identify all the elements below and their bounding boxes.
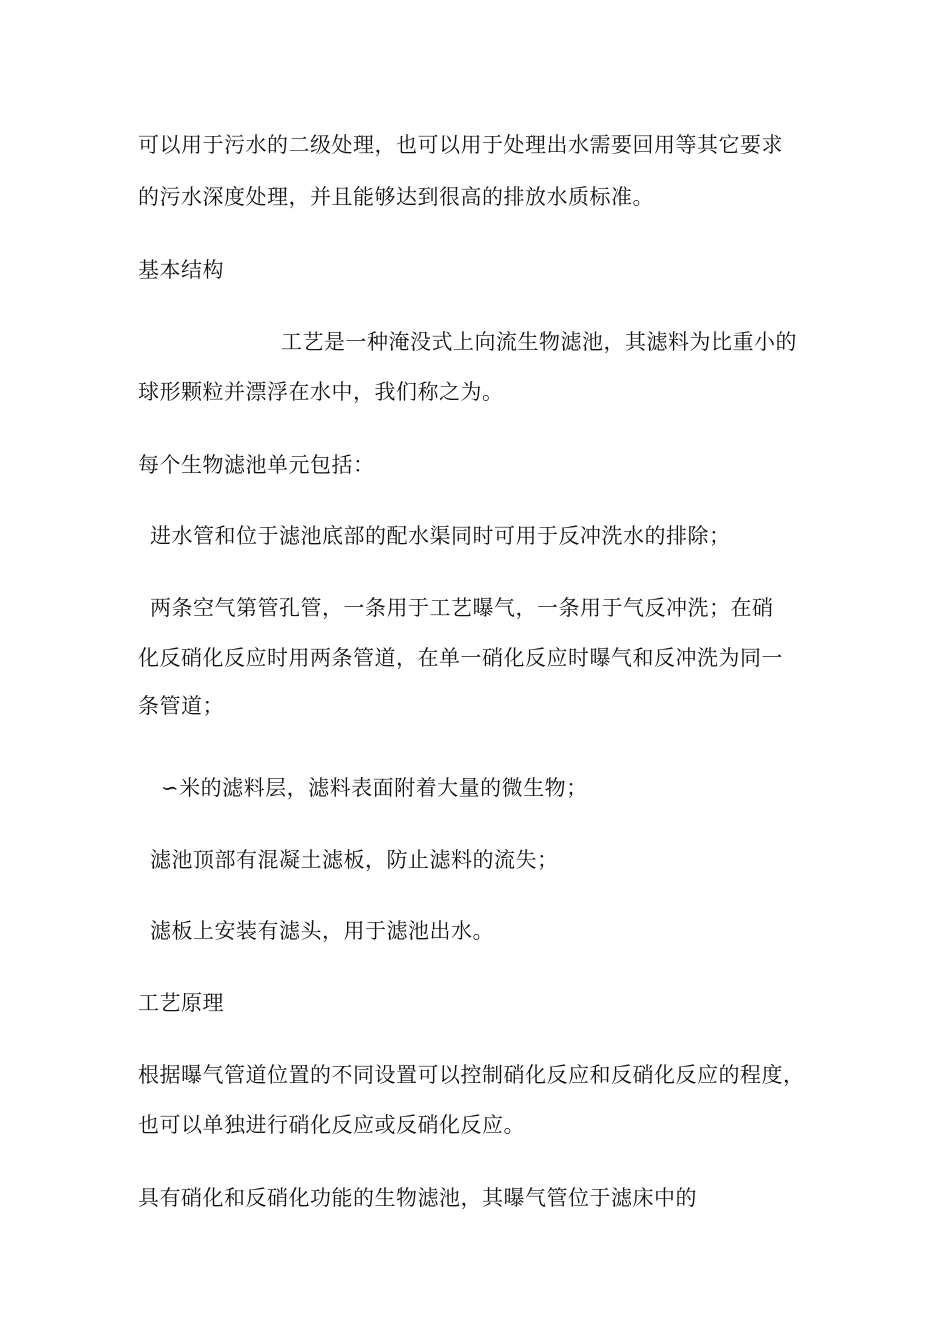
paragraph-text-line: 根据曝气管道位置的不同设置可以控制硝化反应和反硝化反应的程度， [138,1063,805,1087]
paragraph-text-line: 工艺是一种淹没式上向流生物滤池，其滤料为比重小的 [281,330,797,354]
list-item: 滤板上安装有滤头，用于滤池出水。 [150,919,494,943]
list-item-continuation: 条管道； [138,694,224,718]
paragraph-text-line: 可以用于污水的二级处理，也可以用于处理出水需要回用等其它要求 [138,133,783,157]
list-item: ∽米的滤料层，滤料表面附着大量的微生物； [161,776,588,800]
list-item-continuation: 化反硝化反应时用两条管道，在单一硝化反应时曝气和反冲洗为同一 [138,646,783,670]
paragraph-text-line: 球形颗粒并漂浮在水中，我们称之为。 [138,380,504,404]
paragraph-text-line: 的污水深度处理，并且能够达到很高的排放水质标准。 [138,185,654,209]
paragraph-text-line: 也可以单独进行硝化反应或反硝化反应。 [138,1113,525,1137]
section-heading: 工艺原理 [138,991,224,1015]
section-heading: 基本结构 [138,258,224,282]
list-item: 滤池顶部有混凝土滤板，防止滤料的流失； [150,848,559,872]
list-item: 进水管和位于滤池底部的配水渠同时可用于反冲洗水的排除； [150,524,731,548]
paragraph-text-line: 具有硝化和反硝化功能的生物滤池，其曝气管位于滤床中的 [138,1186,697,1210]
list-item: 两条空气第管孔管，一条用于工艺曝气，一条用于气反冲洗；在硝 [150,596,774,620]
paragraph-text-line: 每个生物滤池单元包括： [138,453,375,477]
